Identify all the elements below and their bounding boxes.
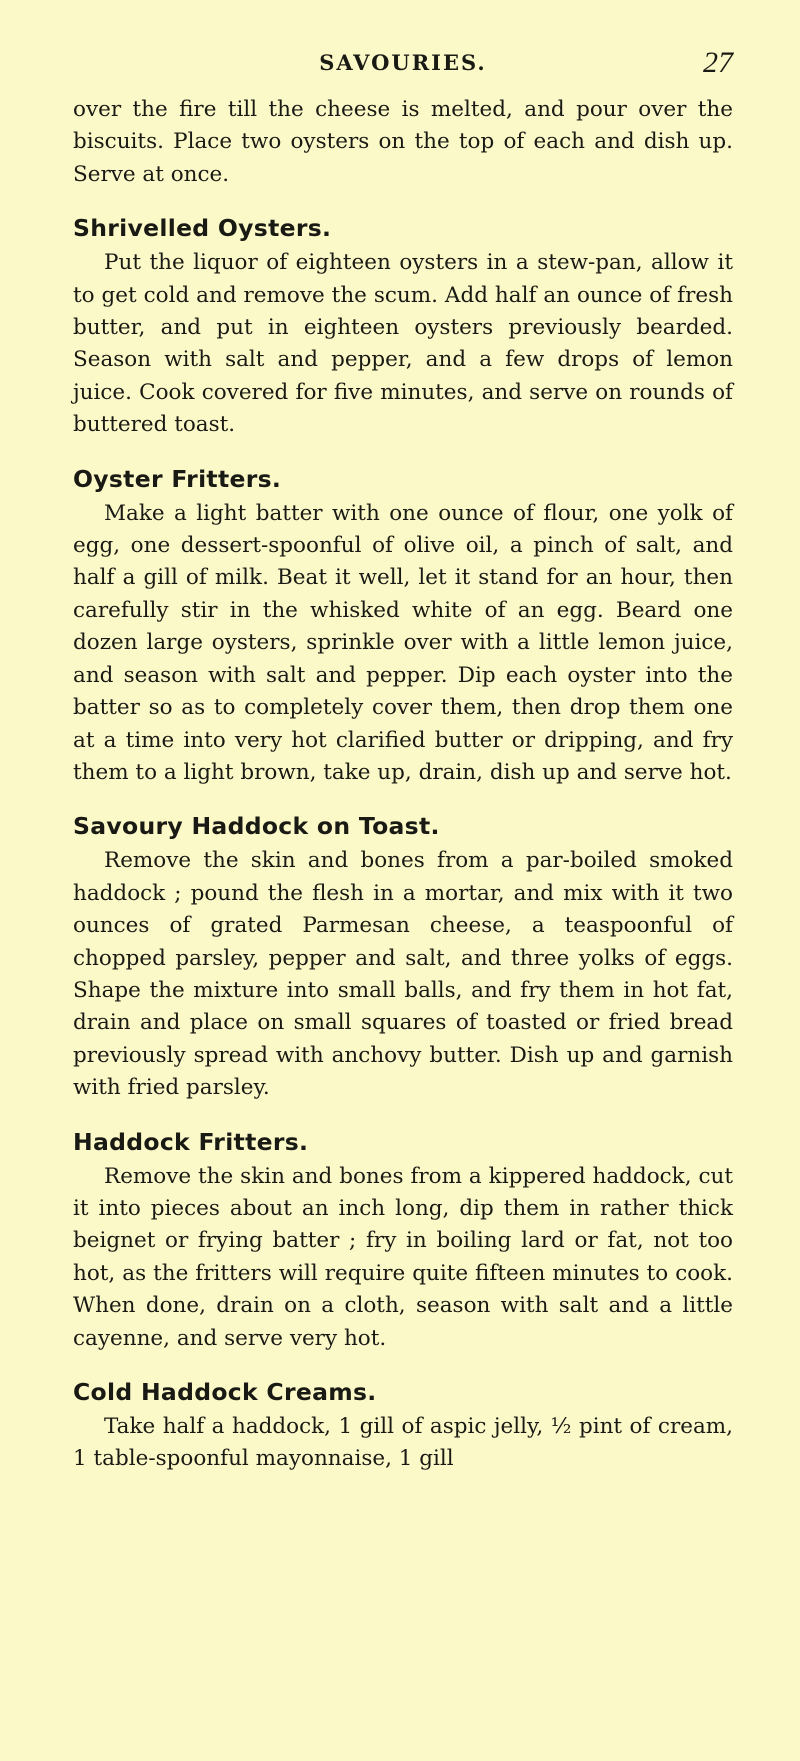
recipe-cold-haddock-creams <box>73 1377 733 1476</box>
recipe-title: Shrivelled Oysters. <box>73 214 332 243</box>
book-page <box>73 48 733 1476</box>
recipe-body: Make a light batter with one ounce of flour, one yolk of egg, one dessert-spoonful of olive oil, a pinch of salt, and half a gill of milk. Beat it well, let it stand for an hour, then carefully stir in the whisked white of an egg. Beard one dozen large oysters, sprinkle over with a little lemon juice, and season with salt and pepper. Dip each oyster into the batter so as to completely cover them, then drop them one at a time into very hot clarified butter or dripping, and fry them to a light brown, take up, drain, dish up and serve hot. <box>73 500 733 785</box>
recipe-body: Put the liquor of eighteen oysters in a stew-pan, allow it to get cold and remove the scum. Add half an ounce of fresh butter, and put in eighteen oysters previously bearded. Season with salt and pepper, and a few drops of lemon juice. Cook covered for five minutes, and serve on rounds of buttered toast. <box>73 250 733 438</box>
recipe-shrivelled-oysters <box>73 213 733 441</box>
recipe-savoury-haddock-on-toast <box>73 811 733 1104</box>
recipe-body: Take half a haddock, 1 gill of aspic jelly, ½ pint of cream, 1 table-spoonful mayonnaise, 1 gill <box>73 1414 733 1472</box>
recipe-title: Haddock Fritters. <box>73 1127 309 1156</box>
continuation-paragraph: over the fire till the cheese is melted, and pour over the biscuits. Place two oysters on the top of each and dish up. Serve at once. <box>73 97 733 187</box>
recipe-oyster-fritters <box>73 464 733 790</box>
recipe-haddock-fritters <box>73 1127 733 1355</box>
recipe-body: Remove the skin and bones from a par-boiled smoked haddock ; pound the flesh in a mortar, and mix with it two ounces of grated Parmesan cheese, a teaspoonful of chopped parsley, pepper and salt, and three yolks of eggs. Shape the mixture into small balls, and fry them in hot fat, drain and place on small squares of toasted or fried bread previously spread with anchovy butter. Dish up and garnish with fried parsley. <box>73 848 733 1101</box>
recipe-title: Cold Haddock Creams. <box>73 1378 377 1406</box>
recipe-title: Oyster Fritters. <box>73 464 282 493</box>
running-head <box>73 48 733 88</box>
page-number: 27 <box>703 46 733 79</box>
recipe-title: Savoury Haddock on Toast. <box>73 812 440 841</box>
running-title: SAVOURIES. <box>319 50 487 75</box>
recipe-body: Remove the skin and bones from a kippered haddock, cut it into pieces about an inch long, dip them in rather thick beignet or frying batter ; fry in boiling lard or fat, not too hot, as the fritters will require quite fifteen minutes to cook. When done, drain on a cloth, season with salt and a little cayenne, and serve very hot. <box>73 1163 733 1351</box>
